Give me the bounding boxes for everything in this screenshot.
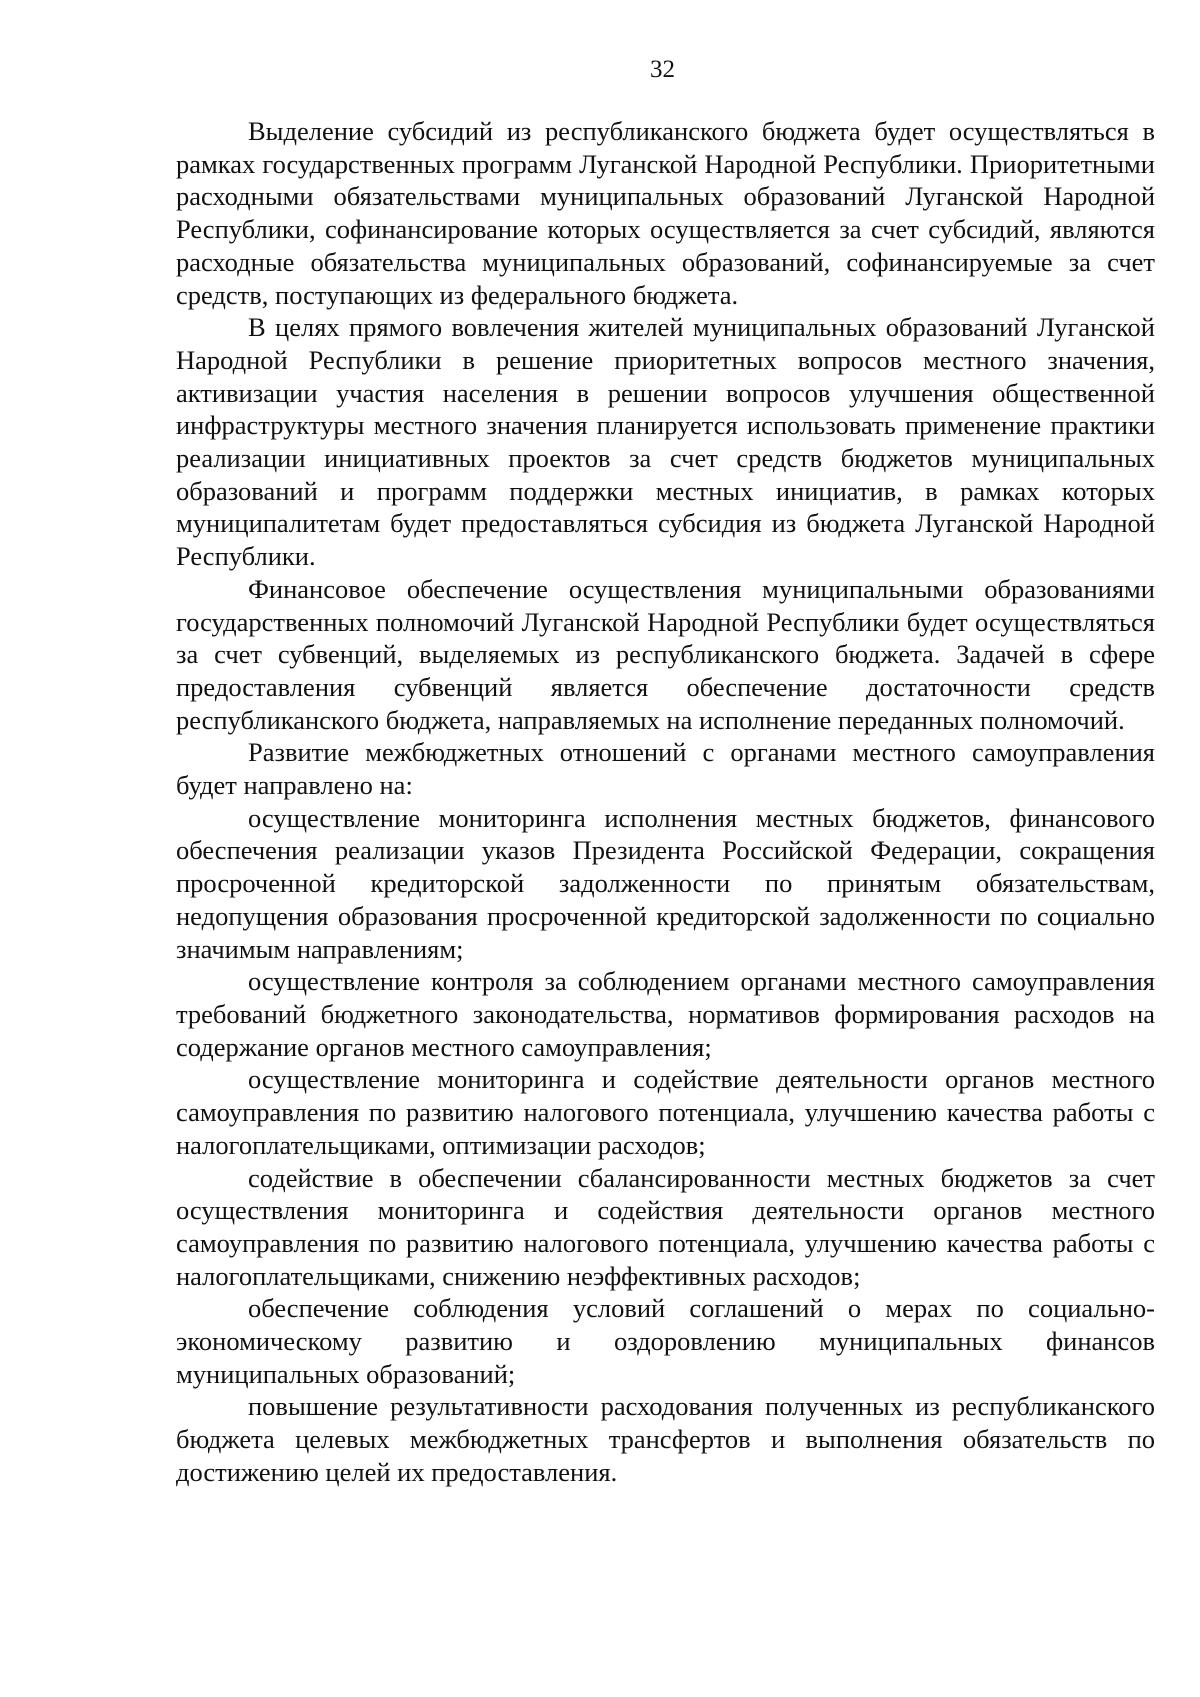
- paragraph-subventions: Финансовое обеспечение осуществления муниципальными образованиями государственных полномочий Луганской Народной Республики будет осуществляться за счет субвенций, выделяемых из республиканского бюджета. Задачей в сфере предоставления субвенций является обеспечение достаточности средств республиканского бюджета, направляемых на исполнение переданных полномочий.: [176, 573, 1155, 735]
- list-item-monitoring-budgets: осуществление мониторинга исполнения местных бюджетов, финансового обеспечения реализации указов Президента Российской Федерации, сокращения просроченной кредиторской задолженности по принятым обязательствам, недопущения образования просроченной кредиторской задолженности по социально значимым направлениям;: [176, 802, 1155, 964]
- document-body: [176, 115, 1155, 1489]
- paragraph-initiative-projects: В целях прямого вовлечения жителей муниципальных образований Луганской Народной Республики в решение приоритетных вопросов местного значения, активизации участия населения в решении вопросов улучшения общественной инфраструктуры местного значения планируется использовать применение практики реализации инициативных проектов за счет средств бюджетов муниципальных образований и программ поддержки местных инициатив, в рамках которых муниципалитетам будет предоставляться субсидия из бюджета Луганской Народной Республики.: [176, 312, 1155, 572]
- list-item-tax-potential: осуществление мониторинга и содействие деятельности органов местного самоуправления по развитию налогового потенциала, улучшению качества работы с налогоплательщиками, оптимизации расходов;: [176, 1064, 1155, 1160]
- paragraph-subsidies: Выделение субсидий из республиканского бюджета будет осуществляться в рамках государственных программ Луганской Народной Республики. Приоритетными расходными обязательствами муниципальных образований Луганской Народной Республики, софинансирование которых осуществляется за счет субсидий, являются расходные обязательства муниципальных образований, софинансируемые за счет средств, поступающих из федерального бюджета.: [176, 116, 1155, 310]
- list-item-control-compliance: осуществление контроля за соблюдением органами местного самоуправления требований бюджетного законодательства, нормативов формирования расходов на содержание органов местного самоуправления;: [176, 966, 1155, 1062]
- page-number: 32: [650, 56, 675, 83]
- list-item-agreements-compliance: обеспечение соблюдения условий соглашений о мерах по социально-экономическому развитию и оздоровлению муниципальных финансов муниципальных образований;: [176, 1293, 1155, 1389]
- list-item-balanced-budgets: содействие в обеспечении сбалансированности местных бюджетов за счет осуществления мониторинга и содействия деятельности органов местного самоуправления по развитию налогового потенциала, улучшению качества работы с налогоплательщиками, снижению неэффективных расходов;: [176, 1162, 1155, 1291]
- paragraph-development-intro: Развитие межбюджетных отношений с органами местного самоуправления будет направлено на:: [176, 737, 1155, 801]
- list-item-transfer-efficiency: повышение результативности расходования полученных из республиканского бюджета целевых межбюджетных трансфертов и выполнения обязательств по достижению целей их предоставления.: [176, 1391, 1155, 1487]
